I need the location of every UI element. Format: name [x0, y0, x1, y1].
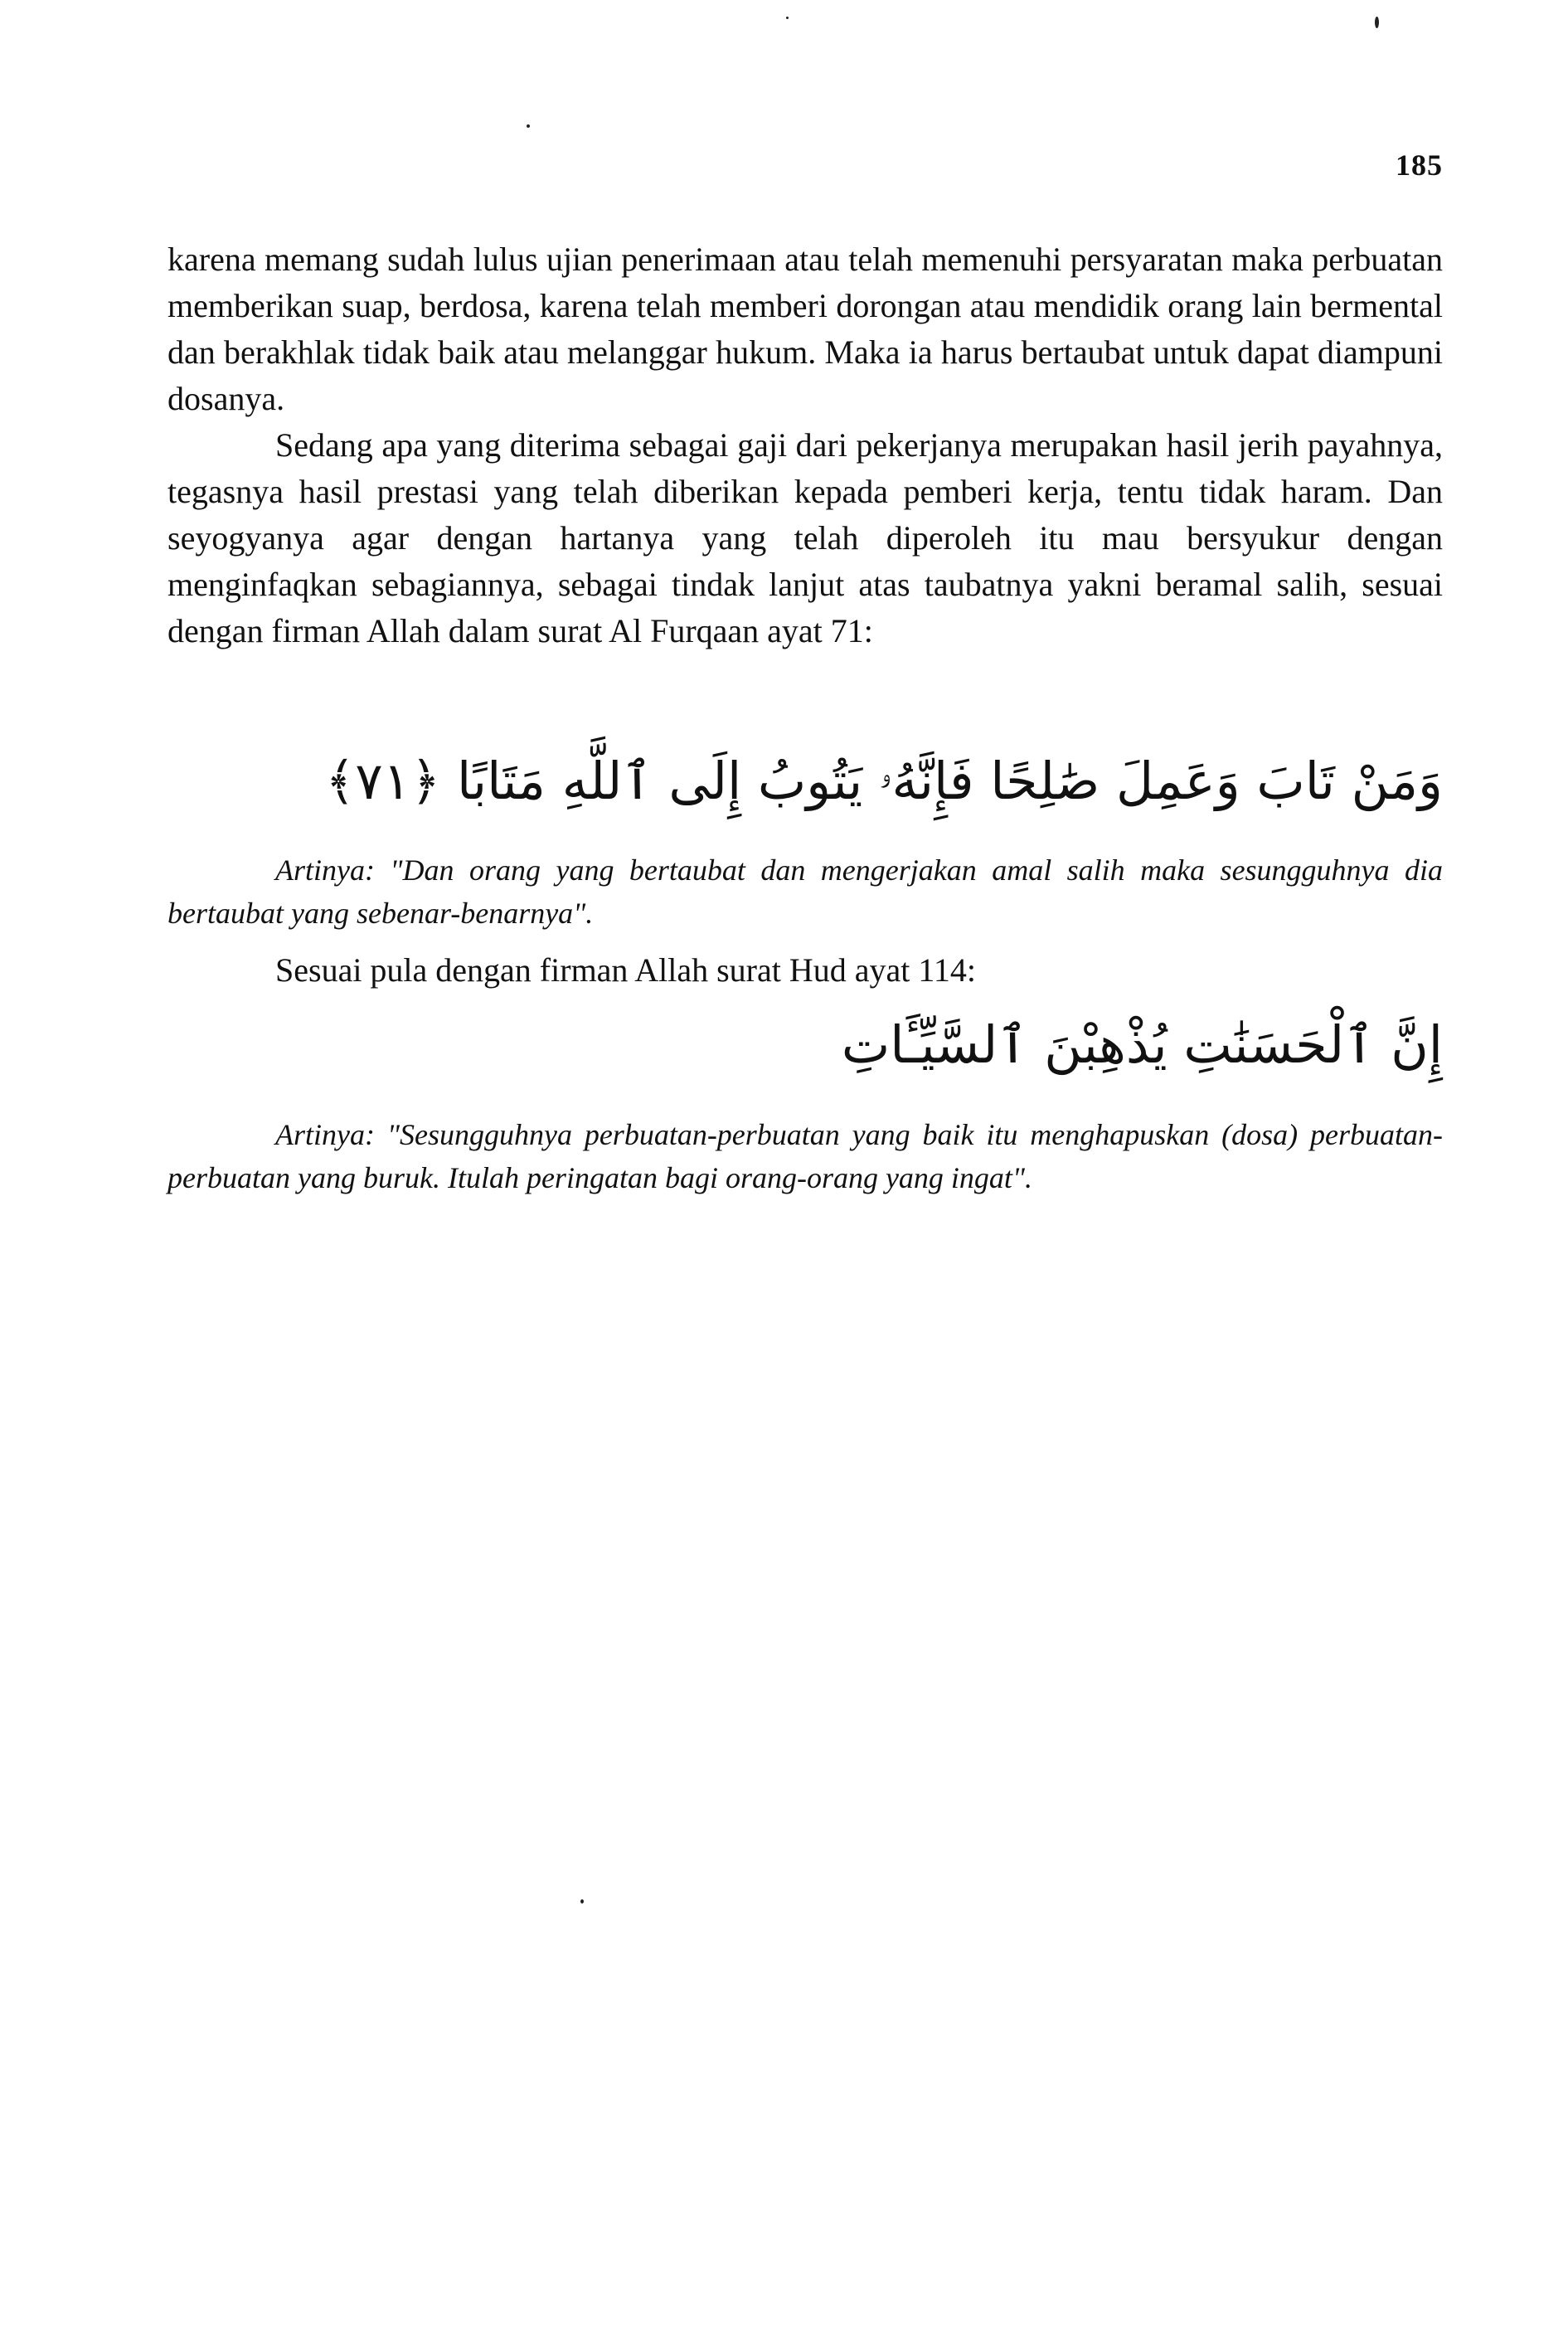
scan-speck [1375, 17, 1379, 28]
scan-speck [527, 124, 530, 128]
scan-speck [786, 17, 789, 19]
page-number: 185 [1396, 148, 1443, 182]
paragraph-3 [167, 947, 1443, 994]
paragraph-1 [167, 236, 1443, 422]
arabic-verse-2: إِنَّ ٱلْحَسَنَٰتِ يُذْهِبْنَ ٱلسَّيِّـَٔاتِ [841, 1014, 1443, 1075]
paragraph-text: karena memang sudah lulus ujian penerimaan atau telah memenuhi persyaratan maka perbuatan memberikan suap, berdosa, karena telah memberi dorongan atau mendidik orang lain bermental dan berakhlak tidak baik atau melanggar hukum. Maka ia harus bertaubat untuk dapat diampuni dosanya. [167, 241, 1443, 417]
paragraph-2 [167, 422, 1443, 654]
verse-translation-1: Artinya: "Dan orang yang bertaubat dan mengerjakan amal salih maka sesungguhnya dia bertaubat yang sebenar-benarnya". [167, 853, 1443, 930]
paragraph-text: Sedang apa yang diterima sebagai gaji dari pekerjanya merupakan hasil jerih payahnya, tegasnya hasil prestasi yang telah diberikan kepada pemberi kerja, tentu tidak haram. Dan seyogyanya agar dengan hartanya yang telah diperoleh itu mau bersyukur dengan menginfaqkan sebagiannya, sebagai tindak lanjut atas taubatnya yakni beramal salih, sesuai dengan firman Allah dalam surat Al Furqaan ayat 71: [167, 426, 1443, 649]
arabic-verse-1: وَمَنْ تَابَ وَعَمِلَ صَٰلِحًا فَإِنَّهُۥ يَتُوبُ إِلَى ٱللَّهِ مَتَابًا ﴿٧١﴾ [325, 751, 1443, 811]
scan-speck [580, 1899, 584, 1904]
paragraph-text: Sesuai pula dengan firman Allah surat Hud ayat 114: [275, 951, 976, 989]
verse-translation-2: Artinya: "Sesungguhnya perbuatan-perbuatan yang baik itu menghapuskan (dosa) perbuatan-perbuatan yang buruk. Itulah peringatan bagi orang-orang yang ingat". [167, 1118, 1443, 1194]
